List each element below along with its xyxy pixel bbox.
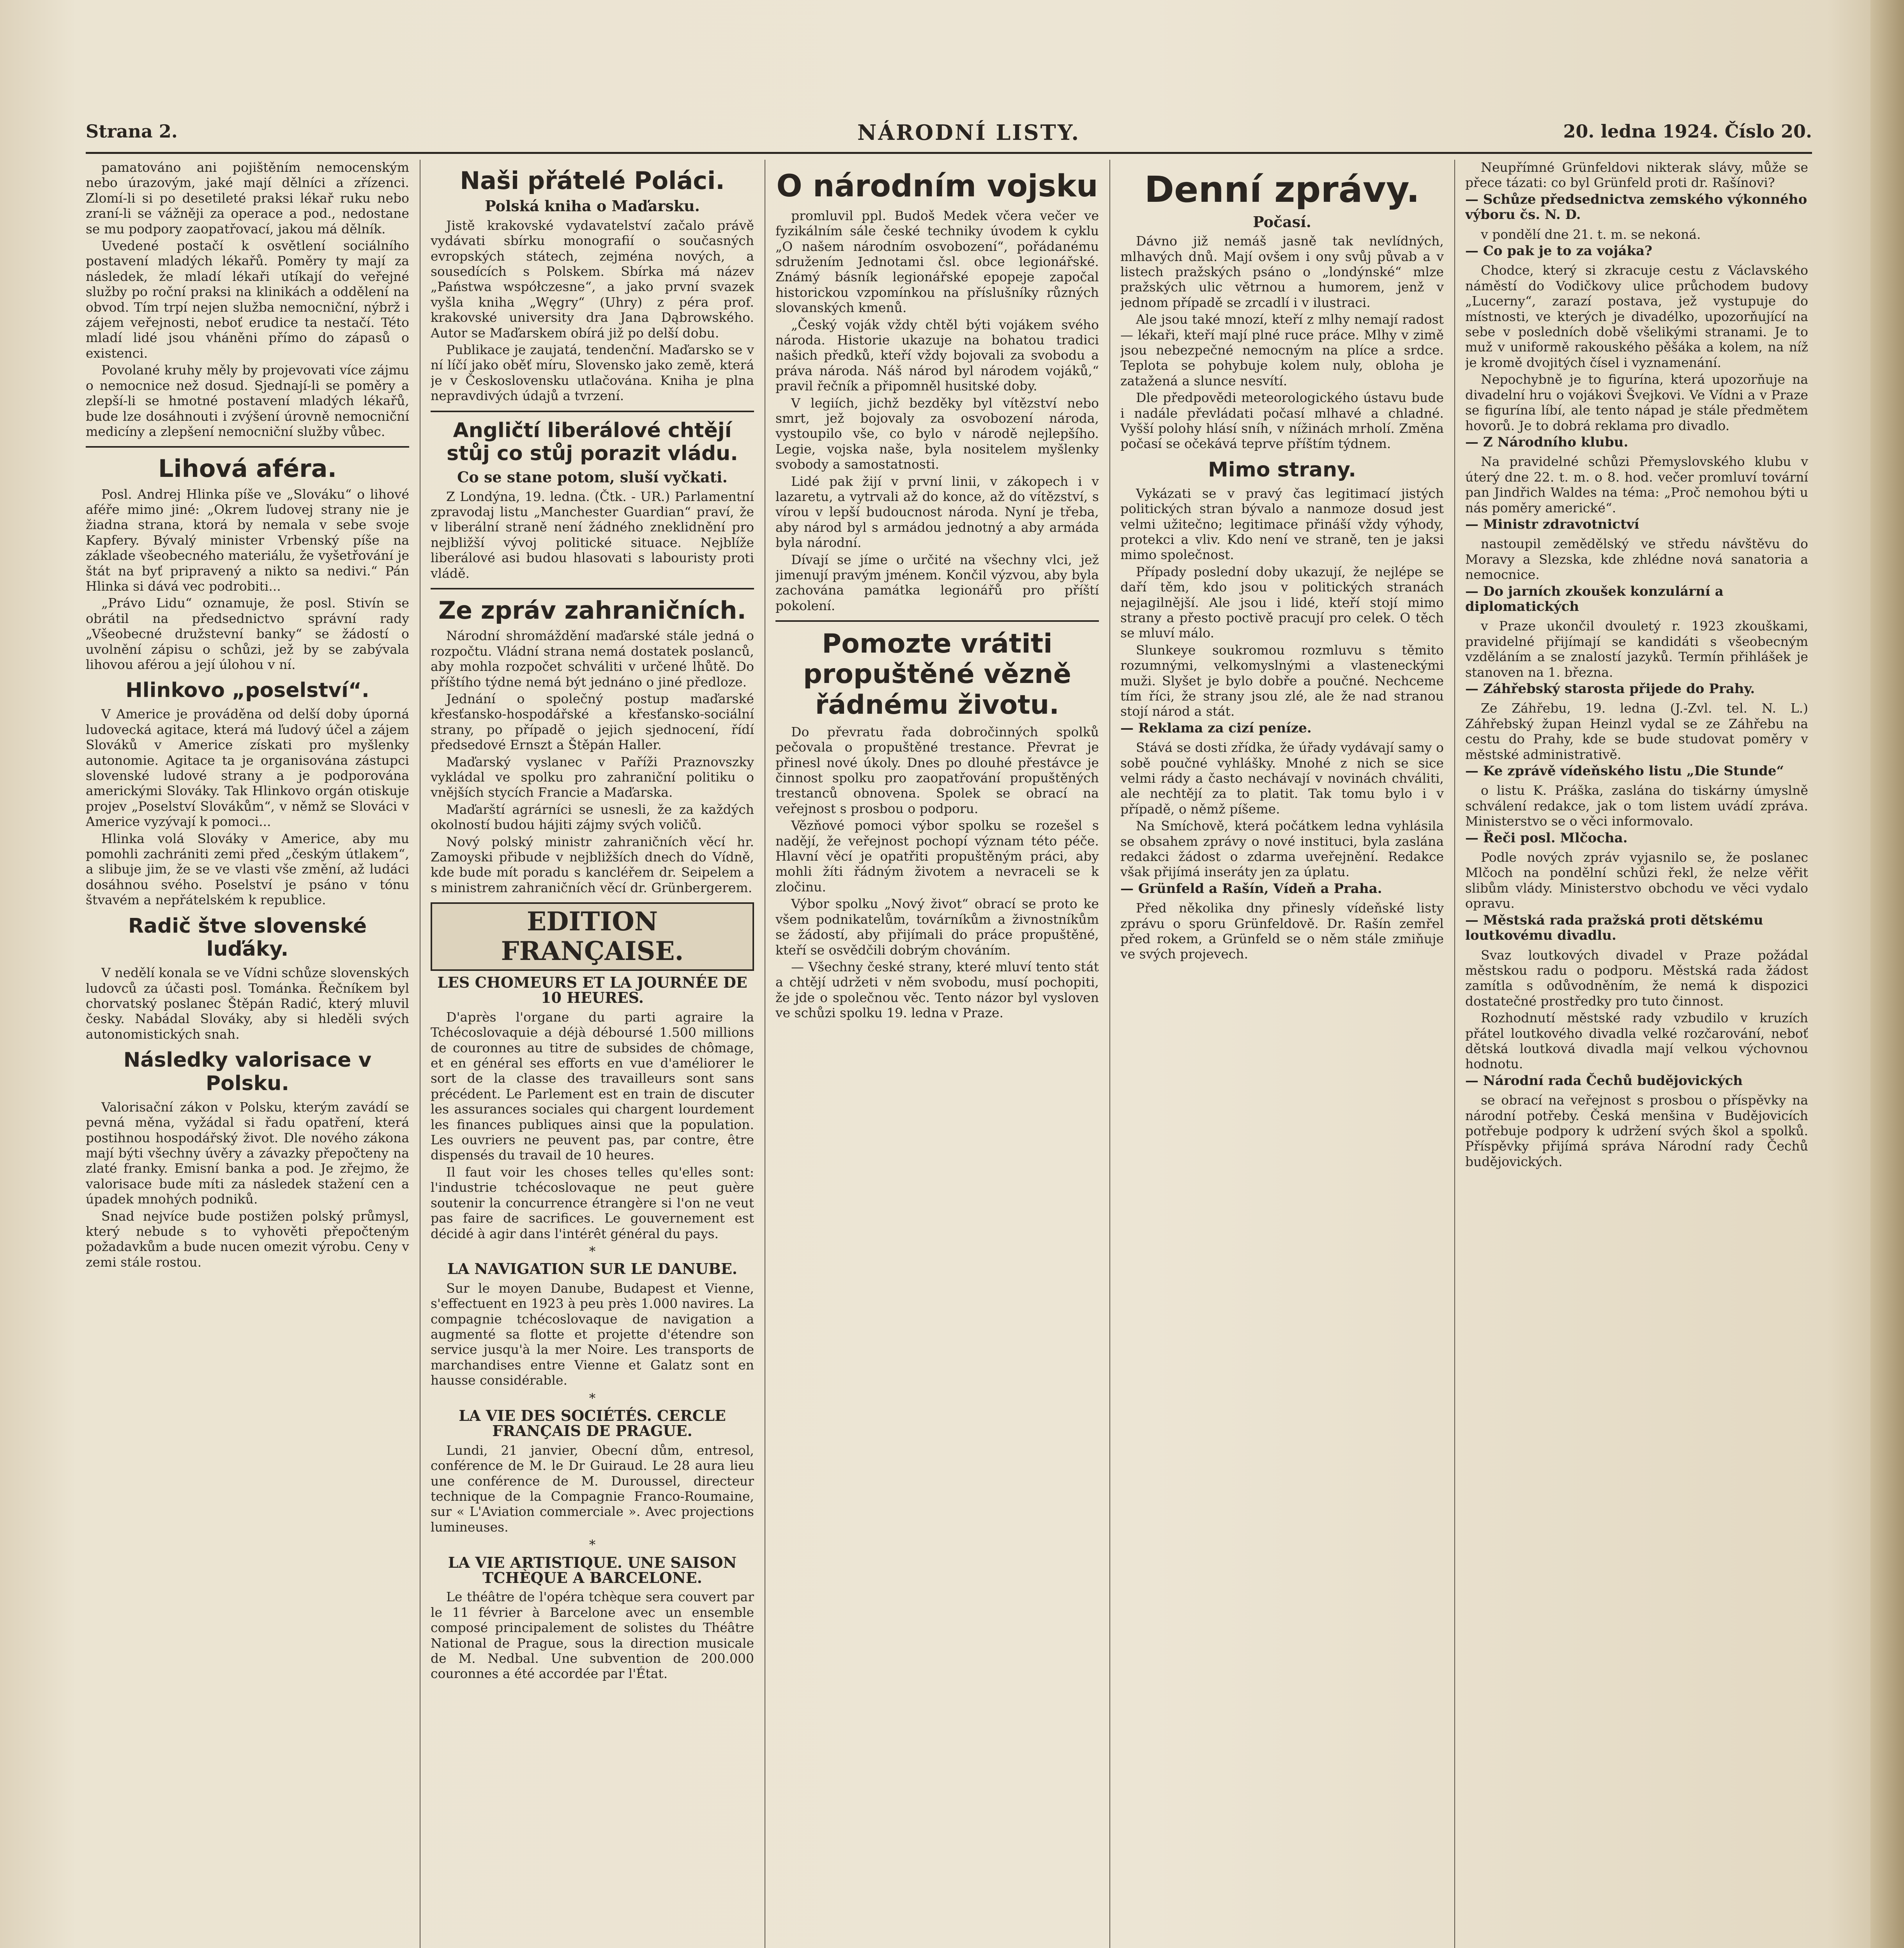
headline-edition-francaise: EDITION FRANÇAISE. [431,902,754,971]
masthead-title: NÁRODNÍ LISTY. [857,120,1081,145]
article-paragraph: Chodce, který si zkracuje cestu z Václavského náměstí do Vodičkovy ulice průchodem budovy „Lucerny“, zarazí postava, jež vystupuje do místnosti, ve kterých je divadélko, upozorňující na sebe v posledních době všelikými stranami. Je to muž v uniformě rakouského pěšáka a kolem, na níž je kromě dvojitých čísel i vyznamenání. [1465,263,1808,370]
article-paragraph: nastoupil zemědělský ve středu návštěvu do Moravy a Slezska, kde zhlédne nová sanatoria a nemocnice. [1465,536,1808,582]
article-paragraph: Maďarský vyslanec v Paříži Praznovszky vykládal ve spolku pro zahraniční politiku o vnějších stycích Francie a Maďarska. [431,754,754,800]
subheadline: LA VIE DES SOCIÉTÉS. CERCLE FRANÇAIS DE PRAGUE. [459,1406,726,1440]
headline-anglicti-liberalove: Angličtí liberálové chtějí stůj co stůj porazit vládu. [447,418,738,466]
subheadline: LA VIE ARTISTIQUE. UNE SAISON TCHÈQUE A BARCELONE. [448,1553,737,1587]
subheadline: Co se stane potom, sluší vyčkati. [457,468,728,486]
french-edition-section [431,902,754,1682]
article-paragraph: Jednání o společný postup maďarské křesťansko-hospodářské a křesťansko-sociální strany, po případě o jejich sjednocení, řídí předsedové Ernszt a Štěpán Haller. [431,691,754,753]
article-paragraph: Sur le moyen Danube, Budapest et Vienne, s'effectuent en 1923 à peu près 1.000 navires. La compagnie tchécoslovaque de navigation a augmenté sa flotte et projette d'étendre son service jusqu'à la mer Noire. Les transports de marchandises entre Vienne et Galatz sont en hausse considérable. [431,1280,754,1388]
article-paragraph: Stává se dosti zřídka, že úřady vydávají samy o sobě poučné vyhlášky. Mnohé z nich se sice velmi rády a často nechávají v novinách chváliti, ale nechtějí za to platit. Tak tomu bylo i v případě, o němž píšeme. [1120,740,1444,817]
headline-narodni-vojsko: O národním vojsku [776,169,1098,204]
article-paragraph: Z Londýna, 19. ledna. (Čtk. - UR.) Parlamentní zpravodaj listu „Manchester Guardian“ praví, že v liberální straně není žádného zneklidnění pro nejbližší vývoj politické situace. Nejblíže liberálové asi budou hlasovati s labouristy proti vládě. [431,489,754,581]
article-paragraph: Ale jsou také mnozí, kteří z mlhy nemají radost — lékaři, kteří mají plné ruce práce. Mlhy v zimě jsou nebezpečné nemocným na plíce a srdce. Teplota se pohybuje kolem nuly, obloha je zatažená a slunce nesvítí. [1120,312,1444,388]
column-2 [431,160,754,1948]
article-paragraph: Uvedené postačí k osvětlení sociálního postavení mladých lékařů. Poměry ty mají za následek, že mladí lékaři utíkají do veřejné služby po roční praksi na klinikách a oddělení na obvod. Tím trpí nejen služba nemocniční, nýbrž i zájem veřejnosti, neboť erudice ta nestačí. Této mladí lidé jsou vháněni přímo do zápasů o existenci. [86,238,409,361]
article-paragraph: Maďarští agrárníci se usnesli, že za každých okolností budou hájiti zájmy svých voličů. [431,801,754,833]
headline-radic: Radič štve slovenské luďáky. [128,914,367,961]
article-paragraph: Dávno již nemáš jasně tak nevlídných, mlhavých dnů. Mají ovšem i ony svůj půvab a v listech pražských psáno o „londýnské“ mlze pražských ulic větrnou a humorem, jenž v jednom případě se zrcadlí i v ilustraci. [1120,233,1444,310]
news-item-heading: — Ke zprávě vídeňského listu „Die Stunde“ [1465,763,1784,779]
article-paragraph: Vězňové pomoci výbor spolku se rozešel s nadějí, že veřejnost pochopí význam této péče. Hlavní věcí je opatřiti propuštěným práci, aby mohli žíti řádným životem a nevraceli se k zločinu. [775,818,1099,895]
article-paragraph: Vykázati se v pravý čas legitimací jistých politických stran bývalo a nanmoze dosud jest velmi užitečno; legitimace přináší vždy výhody, protekci a vliv. Kdo není ve straně, ten je jaksi mimo společnost. [1120,485,1444,563]
article-paragraph: Dívají se jíme o určité na všechny vlci, jež jimenují pravým jménem. Končil výzvou, aby byla zachována památka legionářů pro příští pokolení. [775,552,1099,613]
page-number: Strana 2. [86,121,178,142]
column-5 [1465,160,1808,1948]
news-item-heading: — Záhřebský starosta přijede do Prahy. [1465,681,1755,697]
article-paragraph: Il faut voir les choses telles qu'elles sont: l'industrie tchécoslovaque ne peut guère soutenir la concurrence étrangère si l'on ne veut pas faire de sacrifices. Le gouvernement est décidé à agir dans l'intérêt général du pays. [431,1164,754,1241]
column-4 [1120,160,1444,1948]
article-paragraph: Rozhodnutí městské rady vzbudilo v kruzích přátel loutkového divadla velké rozčarování, neboť dětská loutková divadla mají velkou výchovnou hodnotu. [1465,1010,1808,1072]
column-rule [1454,160,1455,1948]
article-paragraph: Hlinka volá Slováky v Americe, aby mu pomohli zachrániti zemi před „českým útlakem“, a slibuje jim, že se ve vlasti vše změní, až ludáci dosáhnou svého. Poselství je psáno v tónu štvavém a nepřátelském k republice. [86,831,409,908]
article-paragraph: Lundi, 21 janvier, Obecní dům, entresol, conférence de M. le Dr Guiraud. Le 28 aura lieu une conférence de M. Duroussel, directeur technique de la Compagnie Franco-Roumaine, sur « L'Aviation commerciale ». Avec projections lumineuses. [431,1442,754,1535]
binding-edge [1870,0,1904,1948]
column-3 [775,160,1099,1948]
news-item-heading: — Ministr zdravotnictví [1465,516,1639,532]
article-paragraph: Před několika dny přinesly vídeňské listy zprávu o sporu Grünfeldově. Dr. Rašín zemřel před rokem, a Grünfeld se o něm stále zmiňuje ve svých projevech. [1120,900,1444,962]
headline-propustene-vezne: Pomozte vrátiti propuštěné vězně řádnému životu. [803,628,1071,720]
subheadline: Počasí. [1253,213,1311,231]
article-paragraph: v pondělí dne 21. t. m. se nekoná. [1481,226,1701,242]
article-paragraph: Snad nejvíce bude postižen polský průmysl, který nebude s to vyhověti přepočteným požadavkům a bude nucen omezit výrobu. Ceny v zemi stále rostou. [86,1208,409,1270]
article-paragraph: Lidé pak žijí v první linii, v zákopech i v lazaretu, a vytrvali až do konce, až do vítězství, s vírou v lepší budoucnost národa. Nyní je třeba, aby národ byl s armádou jednotný a aby armáda byla národní. [775,473,1099,551]
column-rule [1109,160,1110,1948]
headline-zahranicni: Ze zpráv zahraničních. [438,596,746,625]
article-paragraph: V legiích, jichž bezděky byl vítězství nebo smrt, jež bojovaly za osvobození národa, vystoupilo vše, co bylo v národě nejlepšího. Legie, vojska naše, byla nositelem myšlenky svobody a samostatnosti. [775,395,1099,472]
headline-mimo-strany: Mimo strany. [1208,458,1356,482]
headline-denni-zpravy: Denní zprávy. [1144,169,1420,210]
article-paragraph: Publikace je zaujatá, tendenční. Maďarsko se v ní líčí jako oběť míru, Slovensko jako země, která je v Československu utlačována. Kniha je plna nepravdivých údajů a tvrzení. [431,342,754,404]
article-paragraph: pamatováno ani pojištěním nemocenským nebo úrazovým, jaké mají dělníci a zřízenci. Zlomí-li si po desetileté praksi lékař ruku nebo zraní-li se vážněji za operace a pod., nedostane se mu podpory zaopatřovací, jakou má dělník. [86,160,409,236]
article-paragraph: o listu K. Práška, zaslána do tiskárny úmyslně schválení redakce, jak o tom listem uvádí zpráva. Ministerstvo se o věci informovalo. [1465,783,1808,829]
article-paragraph: Případy poslední doby ukazují, že nejlépe se daří těm, kdo jsou v politických stranách nejagilnější. Ale jsou i lidé, kteří stojí mimo strany a přesto poctivě pracují pro celek. O těch se mluví málo. [1120,564,1444,641]
subheadline: LES CHOMEURS ET LA JOURNÉE DE 10 HEURES. [437,974,747,1007]
article-paragraph: Na pravidelné schůzi Přemyslovského klubu v úterý dne 22. t. m. o 8. hod. večer promluví tovární pan Jindřich Waldes na téma: „Proč nemohou býti u nás poměry americké“. [1465,454,1808,515]
news-item-heading: — Grünfeld a Rašín, Vídeň a Praha. [1120,880,1382,896]
news-item-heading: — Z Národního klubu. [1465,434,1628,450]
column-1 [86,160,409,1948]
article-paragraph: Podle nových zpráv vyjasnilo se, že poslanec Mlčoch na pondělní schůzi řekl, že nelze věřit slibům vlády. Ministerstvo obchodu ve věci vydalo opravu. [1465,850,1808,911]
article-paragraph: V nedělí konala se ve Vídni schůze slovenských ludovců za účasti posl. Tománka. Řečníkem byl chorvatský poslanec Štěpán Radić, který mluvil česky. Nabádal Slováky, aby si hleděli svých autonomistických snah. [86,965,409,1042]
star-ornament: * [589,1243,596,1259]
news-item-heading: — Do jarních zkoušek konzulární a diplomatických [1465,583,1724,614]
news-item-heading: — Co pak je to za vojáka? [1465,243,1653,259]
news-item-heading: — Městská rada pražská proti dětskému loutkovému divadlu. [1465,912,1763,944]
subheadline: LA NAVIGATION SUR LE DANUBE. [447,1260,738,1278]
article-paragraph: Výbor spolku „Nový život“ obrací se proto ke všem podnikatelům, továrníkům a živnostníkům se žádostí, aby přijímali do práce propuštěné, kteří se osvědčili dobrým chováním. [775,896,1099,958]
article-paragraph: Valorisační zákon v Polsku, kterým zavádí se pevná měna, vyžádal si řadu opatření, která postihnou hospodářský život. Dle nového zákona mají býti všechny úvěry a závazky přepočteny na zlaté franky. Emisní banka a pod. Je zřejmo, že valorisace bude míti za následek stažení cen a úpadek mnohých podniků. [86,1099,409,1207]
section-divider [775,620,1099,622]
article-paragraph: Ze Záhřebu, 19. ledna (J.-Zvl. tel. N. L.) Záhřebský župan Heinzl vydal se ze Záhřebu na cestu do Prahy, kde se bude studovat poměry v městské administrativě. [1465,701,1808,762]
headline-valorisace: Následky valorisace v Polsku. [123,1048,372,1095]
star-ornament: * [589,1537,596,1553]
article-paragraph: Le théâtre de l'opéra tchèque sera couvert par le 11 février à Barcelone avec un ensemble composé principalement de solistes du Théâtre National de Prague, sous la direction musicale de M. Nedbal. Une subvention de 200.000 couronnes a été accordée par l'État. [431,1589,754,1682]
headline-hlinkovo-poselstvi: Hlinkovo „poselství“. [125,679,369,702]
article-paragraph: V Americe je prováděna od delší doby úporná ludovecká agitace, která má ľudový účel a zájem Slováků v Americe získati pro myšlenky autonomie. Agitace ta je organisována zástupci slovenské ludové strany a je podporována americkými Slováky. Tak Hlinkovo orgán otiskuje projev „Poselství Slovákům“, v němž se Slováci v Americe vyzývají k pomoci... [86,706,409,829]
section-divider [431,588,754,589]
article-paragraph: — Všechny české strany, které mluví tento stát a chtějí udržeti v něm svobodu, musí pochopiti, že jde o společnou věc. Tento názor byl vysloven ve schůzi spolku 19. ledna v Praze. [775,959,1099,1021]
article-paragraph: „Právo Lidu“ oznamuje, že posl. Stivín se obrátil na předsednictvo správní rady „Všeobecné družstevní banky“ se žádostí o uvolnění zápisu o schůzi, jež by se zabývala lihovou aférou a její úlohou v ní. [86,595,409,672]
issue-date: 20. ledna 1924. Číslo 20. [1563,121,1812,142]
article-paragraph: Svaz loutkových divadel v Praze požádal městskou radu o podporu. Městská rada žádost zamítla s odůvodněním, že nemá k dispozici dostatečné prostředky pro tuto činnost. [1465,947,1808,1009]
news-item-heading: — Reklama za cizí peníze. [1120,720,1312,736]
headline-lihova-afera: Lihová aféra. [158,454,337,483]
article-paragraph: D'après l'organe du parti agraire la Tchécoslovaquie a déjà déboursé 1.500 millions de couronnes au titre de subsides de chômage, et en général ses efforts en vue d'améliorer le sort de la classe des travailleurs sont sans précédent. Le Parlement est en train de discuter les assurances sociales qui chargent lourdement les finances publiques ainsi que la population. Les ouvriers ne peuvent pas, par contre, être dispensés du travail de 10 heures. [431,1009,754,1163]
headline-polaci: Naši přátelé Poláci. [460,166,725,195]
article-paragraph: Jistě krakovské vydavatelství začalo právě vydávati sbírku monografií o současných evropských státech, zejména nových, a sousedících s Polskem. Sbírka má název „Państwa współczesne“, a jako první svazek vyšla kniha „Węgry“ (Uhry) z péra prof. krakovské university dra Jana Dąbrowského. Autor se Maďarskem obírá již po delší dobu. [431,217,754,341]
section-divider [431,411,754,412]
article-paragraph: Národní shromáždění maďarské stále jedná o rozpočtu. Vládní strana nemá dostatek poslanců, aby mohla rozpočet schváliti v určené lhůtě. Do příštího týdne nemá být jednáno o jiné předloze. [431,628,754,690]
article-paragraph: Povolané kruhy měly by projevovati více zájmu o nemocnice než dosud. Sjednají-li se poměry a zlepší-li se hmotné postavení mladých lékařů, bude lze dosáhnouti i zvýšení úrovně nemocniční medicíny a zlepšení nemocniční služby vůbec. [86,362,409,439]
article-paragraph: Nový polský ministr zahraničních věcí hr. Zamoyski přibude v nejbližších dnech do Vídně, kde bude mít poradu s kancléřem dr. Seipelem a s ministrem zahraničních věcí dr. Grünbergerem. [431,834,754,895]
section-divider [86,446,409,448]
page-header [86,117,1812,154]
article-paragraph: Slunkeye soukromou rozmluvu s těmito rozumnými, velkomyslnými a vlasteneckými muži. Slyšet je bylo dobře a poučné. Nechceme tím říci, že strany jsou zlé, ale že nad stranou stojí národ a stát. [1120,642,1444,719]
subheadline: Polská kniha o Maďarsku. [485,197,700,215]
article-paragraph: v Praze ukončil dvouletý r. 1923 zkouškami, pravidelné přijímají se kandidáti s všeobecným vzděláním a se znalostí jazyků. Termín přihlášek je stanoven na 1. března. [1465,618,1808,680]
article-paragraph: Posl. Andrej Hlinka píše ve „Slováku“ o lihové aféře mimo jiné: „Okrem ľudovej strany nie je žiadna strana, ktorá by nemala v sebe svoje Kapfery. Bývalý minister Vrbenský píše na základe všeobecného materiálu, že vyšetřování je štát na byť pripravený a nikto sa nedivi.“ Pán Hlinka si dává vec podrobiti... [86,486,409,594]
article-paragraph: Nepochybně je to figurína, která upozorňuje na divadelní hru o vojákovi Švejkovi. Ve Vídni a v Praze se figurína líbí, ale tento nápad je stále předmětem hovorů. Je to dobrá reklama pro divadlo. [1465,372,1808,433]
article-paragraph: se obrací na veřejnost s prosbou o příspěvky na národní potřeby. Česká menšina v Budějovicích potřebuje podpory k udržení svých škol a spolků. Příspěvky přijímá správa Národní rady Čechů budějovických. [1465,1092,1808,1169]
article-paragraph: Na Smíchově, která počátkem ledna vyhlásila se obsahem zprávy o nové instituci, byla zaslána redakci žádost o zdarma uveřejnění. Redakce však přijímá inseráty jen za úplatu. [1120,818,1444,880]
star-ornament: * [589,1390,596,1406]
news-item-heading: — Národní rada Čechů budějovických [1465,1073,1743,1089]
article-paragraph: Dle předpovědi meteorologického ústavu bude i nadále převládati počasí mlhavé a chladné. Vyšší polohy hlásí sníh, v nížinách mrholí. Změna počasí se očekává teprve příštím týdnem. [1120,390,1444,452]
news-item-heading: — Řeči posl. Mlčocha. [1465,830,1628,846]
article-paragraph: promluvil ppl. Budoš Medek včera večer ve fyzikálním sále české techniky úvodem k cyklu „O našem národním osvobození“, pořádanému sdružením Jednotami čsl. obce legionářské. Známý básník legionářské epopeje započal historickou vzpomínkou na příslušníky různých slovanských kmenů. [775,208,1099,316]
article-paragraph: Neupřímné Grünfeldovi nikterak slávy, může se přece tázati: co byl Grünfeld proti dr. Rašínovi? [1465,160,1808,191]
news-item-heading: — Schůze předsednictva zemského výkonného výboru čs. N. D. [1465,191,1807,223]
article-paragraph: Do převratu řada dobročinných spolků pečovala o propuštěné trestance. Převrat je přinesl nové úkoly. Dnes po dlouhé přestávce je činnost spolku pro zaopatřování propuštěných trestanců obnovena. Spolek se obrací na veřejnost s prosbou o podporu. [775,724,1099,816]
article-paragraph: „Český voják vždy chtěl býti vojákem svého národa. Historie ukazuje na bohatou tradici našich předků, kteří vždy bojovali za svobodu a práva národa. Náš národ byl národem vojáků,“ pravil řečník a připomněl husitské doby. [775,317,1099,394]
